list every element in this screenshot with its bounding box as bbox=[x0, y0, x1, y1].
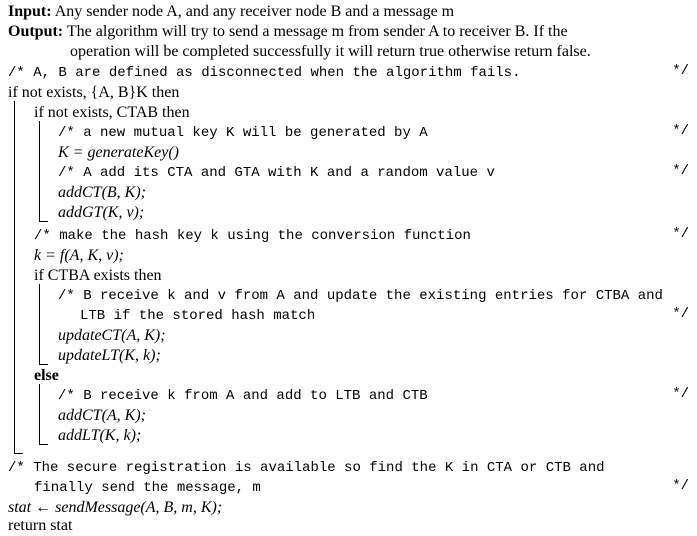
if-line-3: if CTBA exists then bbox=[34, 267, 162, 284]
comment-6: /* B receive k from A and add to LTB and CTB bbox=[58, 388, 428, 404]
stmt-update-ct: updateCT(A, K); bbox=[58, 327, 166, 344]
comment-end-1: */ bbox=[672, 63, 689, 79]
block-foot-if1 bbox=[14, 453, 23, 454]
comment-2: /* a new mutual key K will be generated by A bbox=[58, 125, 428, 141]
stmt-add-lt: addLT(K, k); bbox=[58, 427, 142, 444]
comment-4: /* make the hash key k using the conversion function bbox=[34, 228, 471, 244]
else-line: else bbox=[34, 367, 59, 384]
stmt-add-ct: addCT(B, K); bbox=[58, 184, 146, 201]
comment-end-7: */ bbox=[672, 478, 689, 494]
stmt-generate-key: K = generateKey() bbox=[58, 144, 179, 161]
comment-3: /* A add its CTA and GTA with K and a random value v bbox=[58, 165, 495, 181]
block-bar-if1 bbox=[14, 101, 15, 453]
if-line-1: if not exists, {A, B}K then bbox=[8, 84, 180, 101]
comment-end-6: */ bbox=[672, 386, 689, 402]
block-bar-else bbox=[39, 384, 40, 444]
output-text-2: operation will be completed successfully it will return true otherwise return false. bbox=[70, 43, 591, 60]
comment-7b: finally send the message, m bbox=[34, 480, 261, 496]
comment-5a: /* B receive k and v from A and update the existing entries for CTBA and bbox=[58, 288, 663, 304]
comment-7a: /* The secure registration is available so find the K in CTA or CTB and bbox=[8, 460, 605, 476]
output-label: Output: bbox=[8, 23, 64, 40]
return-line: return stat bbox=[8, 517, 73, 534]
input-label: Input: bbox=[8, 3, 52, 20]
input-text: Any sender node A, and any receiver node B and a message m bbox=[54, 3, 455, 20]
stmt-update-lt: updateLT(K, k); bbox=[58, 347, 161, 364]
if-line-2: if not exists, CTAB then bbox=[34, 104, 190, 121]
comment-1: /* A, B are defined as disconnected when the algorithm fails. bbox=[8, 65, 521, 81]
comment-end-4: */ bbox=[672, 226, 689, 242]
block-foot-if2 bbox=[39, 221, 48, 222]
stmt-send-message: stat ← sendMessage(A, B, m, K); bbox=[8, 499, 223, 516]
stmt-hash: k = f(A, K, v); bbox=[34, 247, 124, 264]
block-foot-else bbox=[39, 444, 48, 445]
block-bar-if2 bbox=[39, 121, 40, 221]
comment-end-2: */ bbox=[672, 123, 689, 139]
output-text-1: The algorithm will try to send a message m from sender A to receiver B. If the bbox=[66, 23, 568, 40]
stmt-add-ct-2: addCT(A, K); bbox=[58, 407, 146, 424]
input-line bbox=[8, 2, 454, 22]
block-bar-if3 bbox=[39, 284, 40, 364]
comment-end-5: */ bbox=[672, 306, 689, 322]
comment-5b: LTB if the stored hash match bbox=[80, 308, 316, 324]
block-foot-if3 bbox=[39, 364, 48, 365]
comment-end-3: */ bbox=[672, 163, 689, 179]
output-line bbox=[8, 22, 568, 42]
stmt-add-gt: addGT(K, v); bbox=[58, 204, 145, 221]
